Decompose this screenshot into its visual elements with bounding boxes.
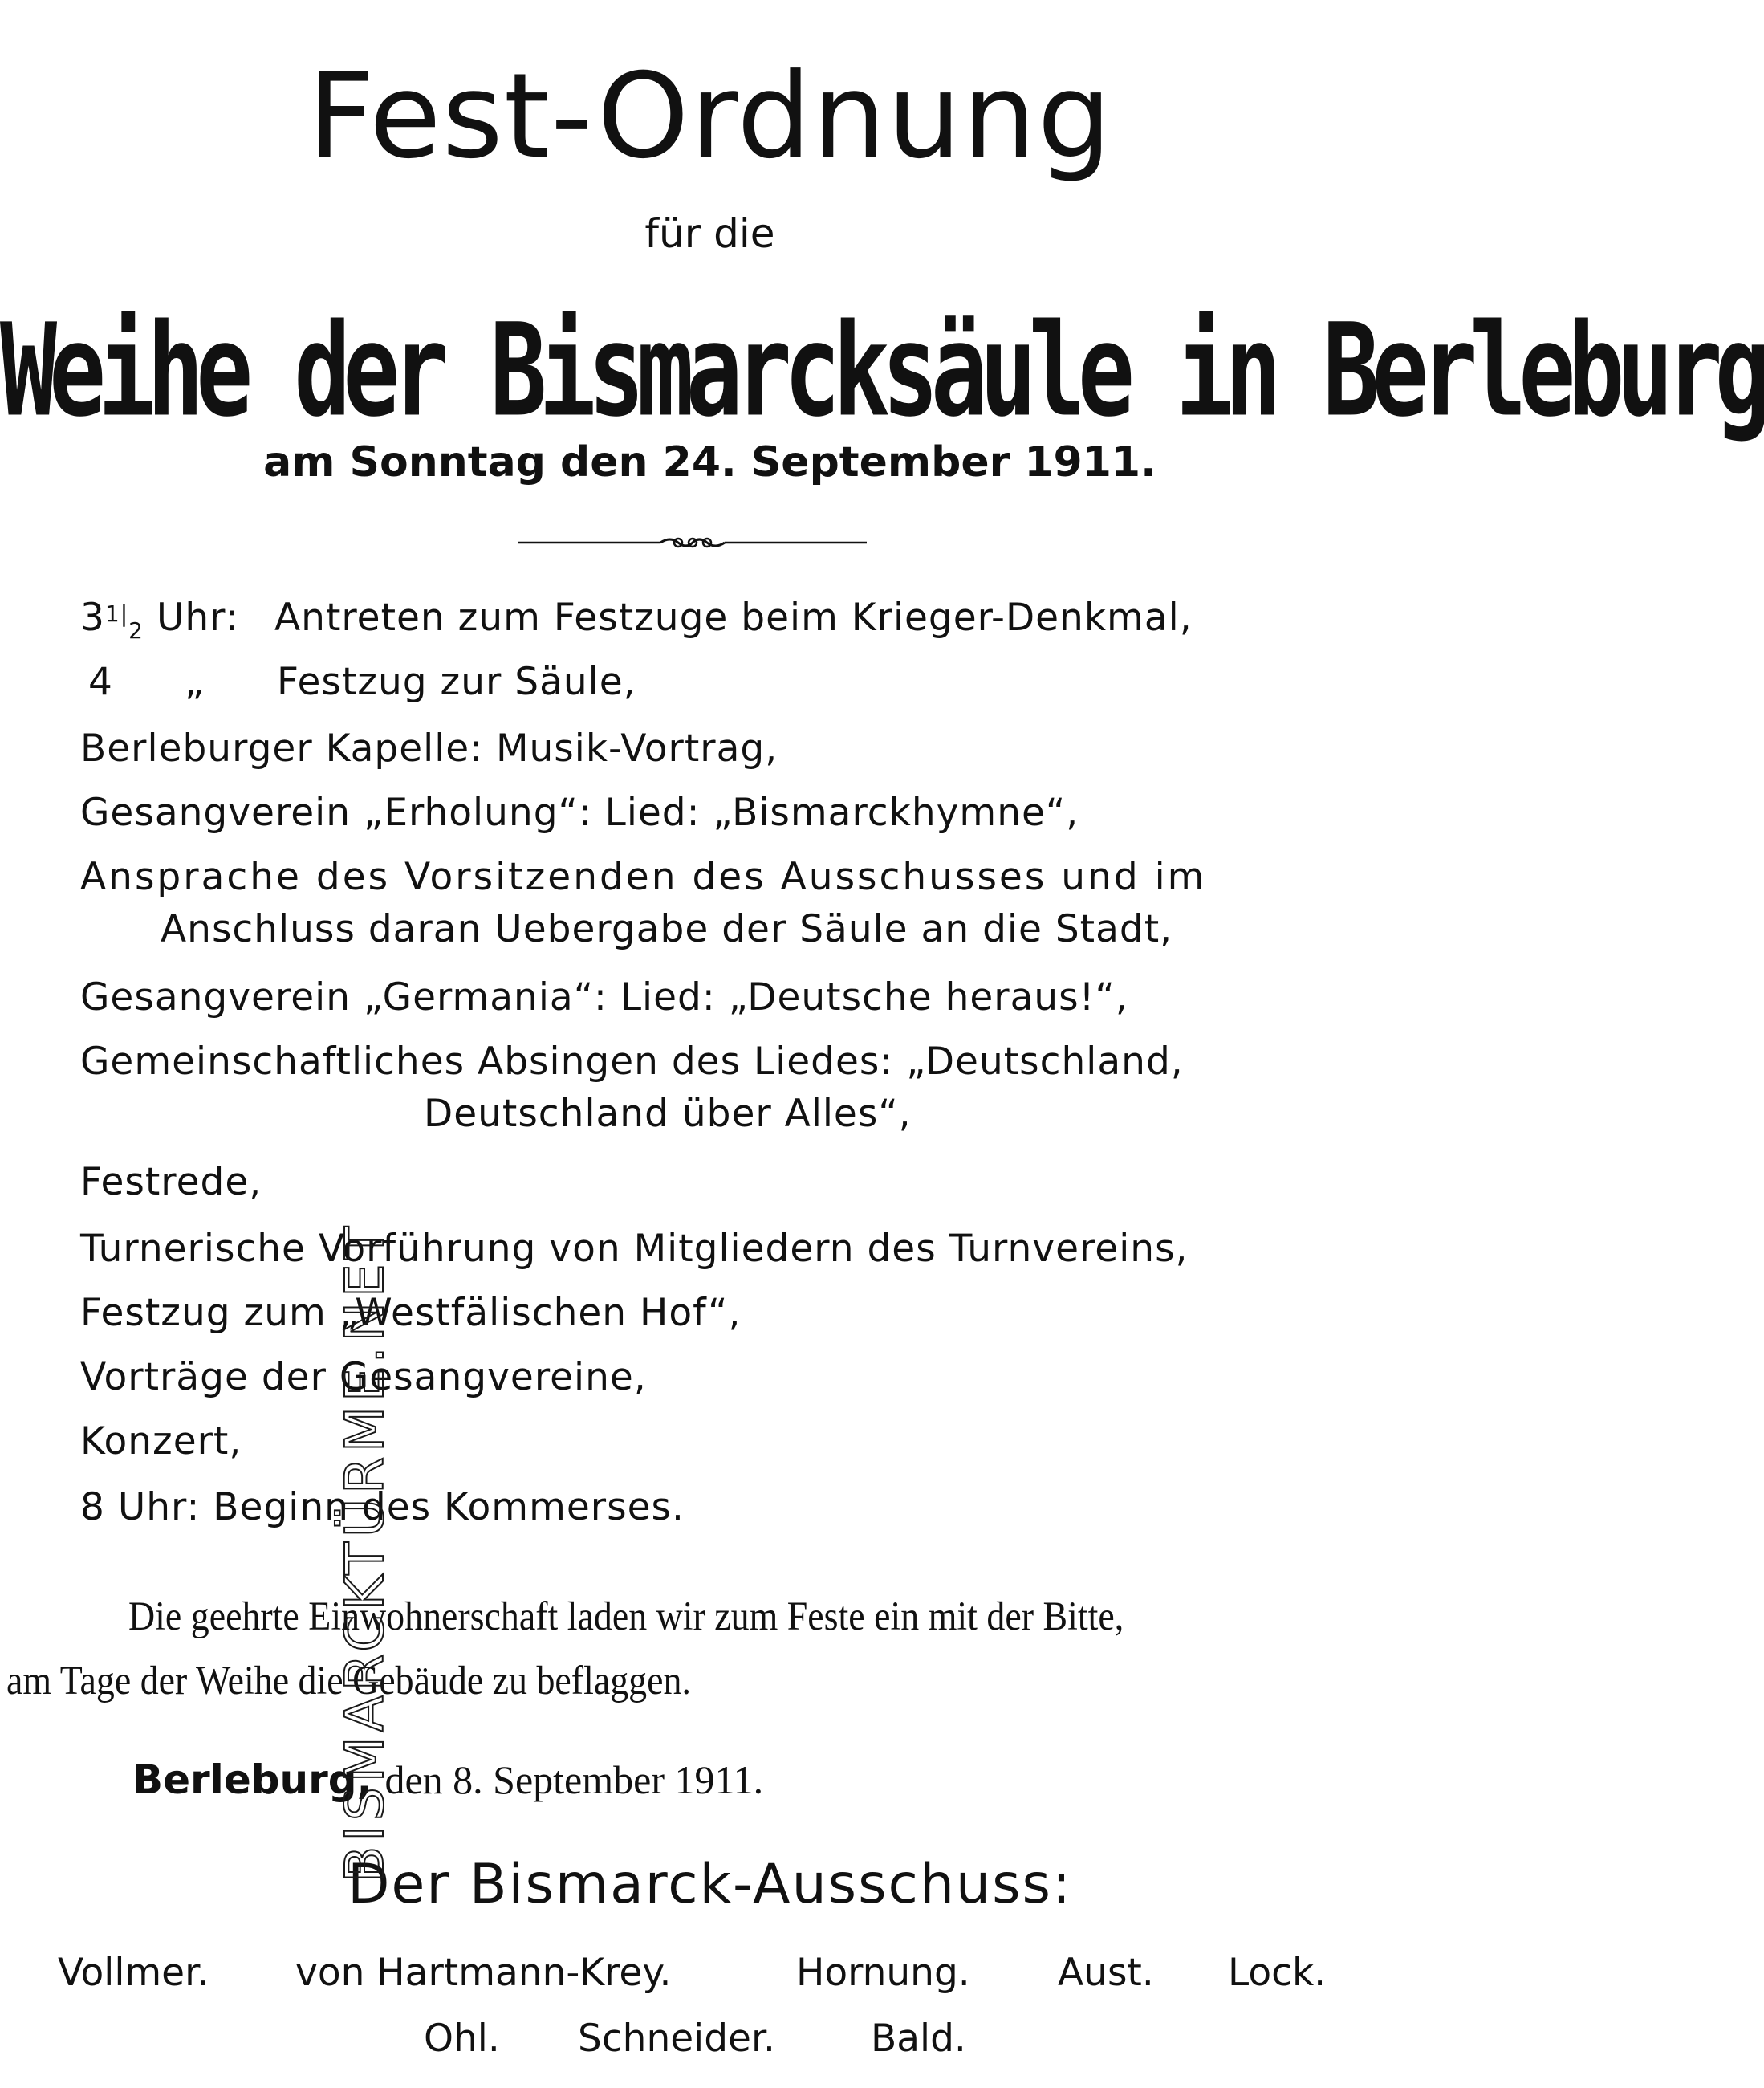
- subtitle: für die: [644, 210, 775, 257]
- program-line-1: $3^{1|}_2$ Uhr: Antreten zum Festzuge beim Krieger-Denkmal,: [80, 596, 1193, 644]
- place-and-date: [132, 1756, 763, 1803]
- event-date: am Sonntag den 24. September 1911.: [263, 438, 1156, 486]
- program-line-11: Vorträge der Gesangvereine,: [80, 1355, 647, 1399]
- member-name: Schneider.: [578, 2017, 775, 2061]
- program-line-13: 8 Uhr: Beginn des Kommerses.: [80, 1485, 685, 1529]
- member-name: von Hartmann-Krey.: [295, 1951, 672, 1995]
- watermark: BISMARCKTÜRME.NET: [334, 1221, 396, 1882]
- committee-heading: Der Bismarck-Ausschuss:: [348, 1853, 1072, 1916]
- signature-date: den 8. September 1911.: [384, 1757, 764, 1802]
- member-name: Vollmer.: [58, 1951, 209, 1995]
- program-line-4: Gesangverein „Erholung“: Lied: „Bismarckhymne“,: [80, 791, 1079, 835]
- member-name: Hornung.: [796, 1951, 970, 1995]
- program-line-12: Konzert,: [80, 1419, 242, 1463]
- ornament-divider: [518, 535, 867, 551]
- invitation-line-2: am Tage der Weihe die Gebäude zu beflaggen.: [6, 1659, 691, 1703]
- program-line-5b: Anschluss daran Uebergabe der Säule an die Stadt,: [161, 907, 1173, 951]
- program-line-8: Festrede,: [80, 1160, 262, 1204]
- program-time-1: $3^{1|}_2$ Uhr:: [80, 596, 239, 644]
- member-name: Bald.: [871, 2017, 966, 2061]
- page-title: Fest-Ordnung: [307, 48, 1113, 185]
- program-line-7b: Deutschland über Alles“,: [424, 1092, 912, 1136]
- program-line-7: Gemeinschaftliches Absingen des Liedes: „Deutschland,: [80, 1040, 1184, 1084]
- member-name: Ohl.: [424, 2017, 500, 2061]
- program-line-10: Festzug zum „Westfälischen Hof“,: [80, 1291, 742, 1335]
- program-line-5: Ansprache des Vorsitzenden des Ausschusses und im: [80, 855, 1207, 899]
- place-name: Berleburg,: [132, 1756, 372, 1803]
- program-line-6: Gesangverein „Germania“: Lied: „Deutsche heraus!“,: [80, 975, 1128, 1020]
- member-name: Lock.: [1228, 1951, 1327, 1995]
- program-line-3: Berleburger Kapelle: Musik-Vortrag,: [80, 727, 778, 771]
- program-line-9: Turnerische Vorführung von Mitgliedern des Turnvereins,: [80, 1227, 1189, 1271]
- member-name: Aust.: [1058, 1951, 1154, 1995]
- program-line-2: 4 „ Festzug zur Säule,: [88, 660, 636, 704]
- invitation-line-1: Die geehrte Einwohnerschaft laden wir zum Feste ein mit der Bitte,: [128, 1594, 1124, 1639]
- headline: Weihe der Bismarcksäule in Berleburg: [0, 295, 1764, 446]
